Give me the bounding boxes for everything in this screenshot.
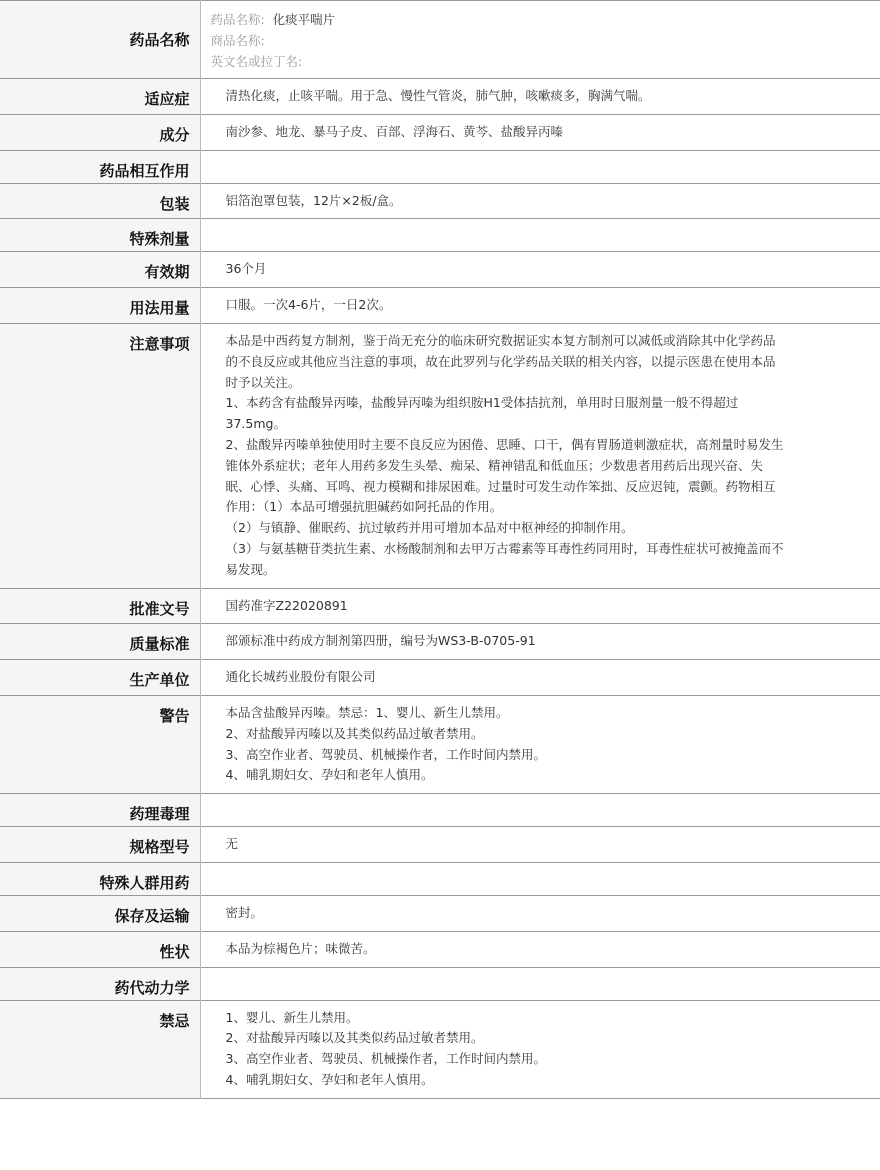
warnings-line: 3、高空作业者、驾驶员、机械操作者，工作时间内禁用。 xyxy=(225,746,546,762)
label-appearance: 性状 xyxy=(0,931,200,967)
value-ingredients: 南沙参、地龙、暴马子皮、百部、浮海石、黄芩、盐酸异丙嗪 xyxy=(225,123,564,139)
row-storage xyxy=(0,895,880,931)
row-pharmacokinetics xyxy=(0,967,880,1000)
row-dosage xyxy=(0,288,880,324)
label-storage: 保存及运输 xyxy=(0,895,200,931)
row-contraindications xyxy=(0,1000,880,1098)
label-precautions: 注意事项 xyxy=(0,323,200,588)
label-interactions: 药品相互作用 xyxy=(0,150,200,183)
value-pharmacology xyxy=(200,794,880,827)
row-ingredients xyxy=(0,114,880,150)
precautions-line: 2、盐酸异丙嗪单独使用时主要不良反应为困倦、思睡、口干，偶有胃肠道刺激症状，高剂量时易发生锥体外系症状；老年人用药多发生头晕、痴呆、精神错乱和低血压；少数患者用药后出现兴奋、失眠、心悸、头痛、耳鸣、视力模糊和排尿困难。过量时可发生动作笨拙、反应迟钝，震颤。药物相互作用：（1）本品可增强抗胆碱药如阿托品的作用。 xyxy=(225,436,784,515)
label-dosage: 用法用量 xyxy=(0,288,200,324)
label-warnings: 警告 xyxy=(0,695,200,793)
row-special-dose xyxy=(0,219,880,252)
value-warnings xyxy=(200,695,880,793)
row-special-population xyxy=(0,862,880,895)
label-pharmacokinetics: 药代动力学 xyxy=(0,967,200,1000)
warnings-line: 本品含盐酸异丙嗪。禁忌：1、婴儿、新生儿禁用。 xyxy=(225,704,509,720)
label-special-population: 特殊人群用药 xyxy=(0,862,200,895)
label-indications: 适应症 xyxy=(0,79,200,115)
row-specification xyxy=(0,827,880,863)
warnings-line: 4、哺乳期妇女、孕妇和老年人慎用。 xyxy=(225,767,434,783)
precautions-line: （2）与镇静、催眠药、抗过敏药并用可增加本品对中枢神经的抑制作用。 xyxy=(225,520,634,536)
row-pharmacology xyxy=(0,794,880,827)
generic-name-value: 化痰平喘片 xyxy=(272,12,336,27)
contraindications-line: 3、高空作业者、驾驶员、机械操作者，工作时间内禁用。 xyxy=(225,1051,546,1067)
row-interactions xyxy=(0,150,880,183)
value-precautions xyxy=(200,323,880,588)
label-packaging: 包装 xyxy=(0,183,200,219)
value-contraindications xyxy=(200,1000,880,1098)
generic-name-label: 药品名称: xyxy=(210,12,265,27)
precautions-line: 本品是中西药复方制剂，鉴于尚无充分的临床研究数据证实本复方制剂可以减低或消除其中化学药品的不良反应或其他应当注意的事项，故在此罗列与化学药品关联的相关内容，以提示医患在使用本品时予以关注。 xyxy=(225,332,776,390)
row-approval-no xyxy=(0,588,880,624)
value-shelf-life: 36个月 xyxy=(225,261,267,277)
value-storage: 密封。 xyxy=(225,904,264,920)
row-quality-standard xyxy=(0,624,880,660)
row-drug-name xyxy=(0,1,880,79)
label-shelf-life: 有效期 xyxy=(0,252,200,288)
contraindications-line: 4、哺乳期妇女、孕妇和老年人慎用。 xyxy=(225,1071,434,1087)
label-drug-name: 药品名称 xyxy=(0,1,200,79)
contraindications-line: 1、婴儿、新生儿禁用。 xyxy=(225,1009,359,1025)
row-packaging xyxy=(0,183,880,219)
label-approval-no: 批准文号 xyxy=(0,588,200,624)
english-name-label: 英文名或拉丁名: xyxy=(210,53,303,69)
label-quality-standard: 质量标准 xyxy=(0,624,200,660)
precautions-line: （3）与氨基糖苷类抗生素、水杨酸制剂和去甲万古霉素等耳毒性药同用时，耳毒性症状可被掩盖而不易发现。 xyxy=(225,540,784,577)
row-shelf-life xyxy=(0,252,880,288)
row-warnings xyxy=(0,695,880,793)
value-interactions xyxy=(200,150,880,183)
value-quality-standard: 部颁标准中药成方制剂第四册，编号为WS3-B-0705-91 xyxy=(225,633,536,649)
trade-name-label: 商品名称: xyxy=(210,32,265,48)
contraindications-line: 2、对盐酸异丙嗪以及其类似药品过敏者禁用。 xyxy=(225,1030,484,1046)
label-pharmacology: 药理毒理 xyxy=(0,794,200,827)
value-specification: 无 xyxy=(225,836,239,852)
value-special-dose xyxy=(200,219,880,252)
row-appearance xyxy=(0,931,880,967)
label-special-dose: 特殊剂量 xyxy=(0,219,200,252)
row-precautions xyxy=(0,323,880,588)
precautions-line: 1、本药含有盐酸异丙嗪，盐酸异丙嗪为组织胺H1受体拮抗剂，单用时日服剂量一般不得超过37.5mg。 xyxy=(225,395,739,432)
value-dosage: 口服。一次4-6片，一日2次。 xyxy=(225,297,392,313)
label-contraindications: 禁忌 xyxy=(0,1000,200,1098)
value-pharmacokinetics xyxy=(200,967,880,1000)
value-special-population xyxy=(200,862,880,895)
value-manufacturer: 通化长城药业股份有限公司 xyxy=(225,669,376,685)
label-ingredients: 成分 xyxy=(0,114,200,150)
row-indications xyxy=(0,79,880,115)
value-packaging: 铝箔泡罩包装，12片×2板/盒。 xyxy=(225,192,402,208)
row-manufacturer xyxy=(0,660,880,696)
value-appearance: 本品为棕褐色片；味微苦。 xyxy=(225,940,376,956)
warnings-line: 2、对盐酸异丙嗪以及其类似药品过敏者禁用。 xyxy=(225,725,484,741)
value-approval-no: 国药准字Z22020891 xyxy=(225,597,348,613)
label-manufacturer: 生产单位 xyxy=(0,660,200,696)
label-specification: 规格型号 xyxy=(0,827,200,863)
value-indications: 清热化痰，止咳平喘。用于急、慢性气管炎，肺气肿，咳嗽痰多，胸满气喘。 xyxy=(225,88,651,103)
value-drug-name xyxy=(200,1,880,79)
